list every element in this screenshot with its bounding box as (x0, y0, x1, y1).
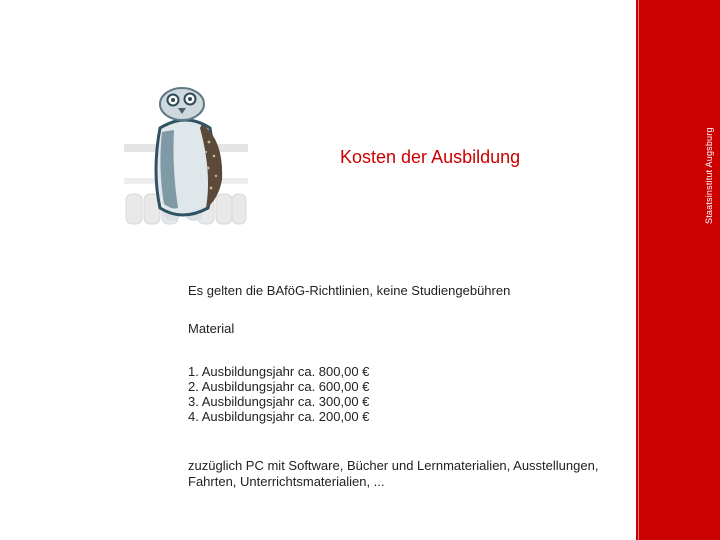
ceramic-bird-figurine-icon (124, 76, 248, 226)
extras-text: zuzüglich PC mit Software, Bücher und Lernmaterialien, Ausstellungen, Fahrten, Unterrichtsmaterialien, ... (188, 458, 599, 489)
list-item: 1. Ausbildungsjahr ca. 800,00 € (188, 364, 370, 379)
list-item: 2. Ausbildungsjahr ca. 600,00 € (188, 379, 370, 394)
slide-title: Kosten der Ausbildung (340, 147, 521, 167)
list-item: 3. Ausbildungsjahr ca. 300,00 € (188, 394, 370, 409)
material-heading: Material (188, 321, 235, 336)
sidebar-band (636, 0, 720, 540)
institution-label: Staatsinstitut Augsburg (704, 127, 714, 224)
sidebar-divider (638, 0, 639, 540)
list-item: 4. Ausbildungsjahr ca. 200,00 € (188, 409, 370, 424)
intro-text: Es gelten die BAföG-Richtlinien, keine Studiengebühren (188, 283, 511, 298)
cost-list (188, 364, 369, 424)
